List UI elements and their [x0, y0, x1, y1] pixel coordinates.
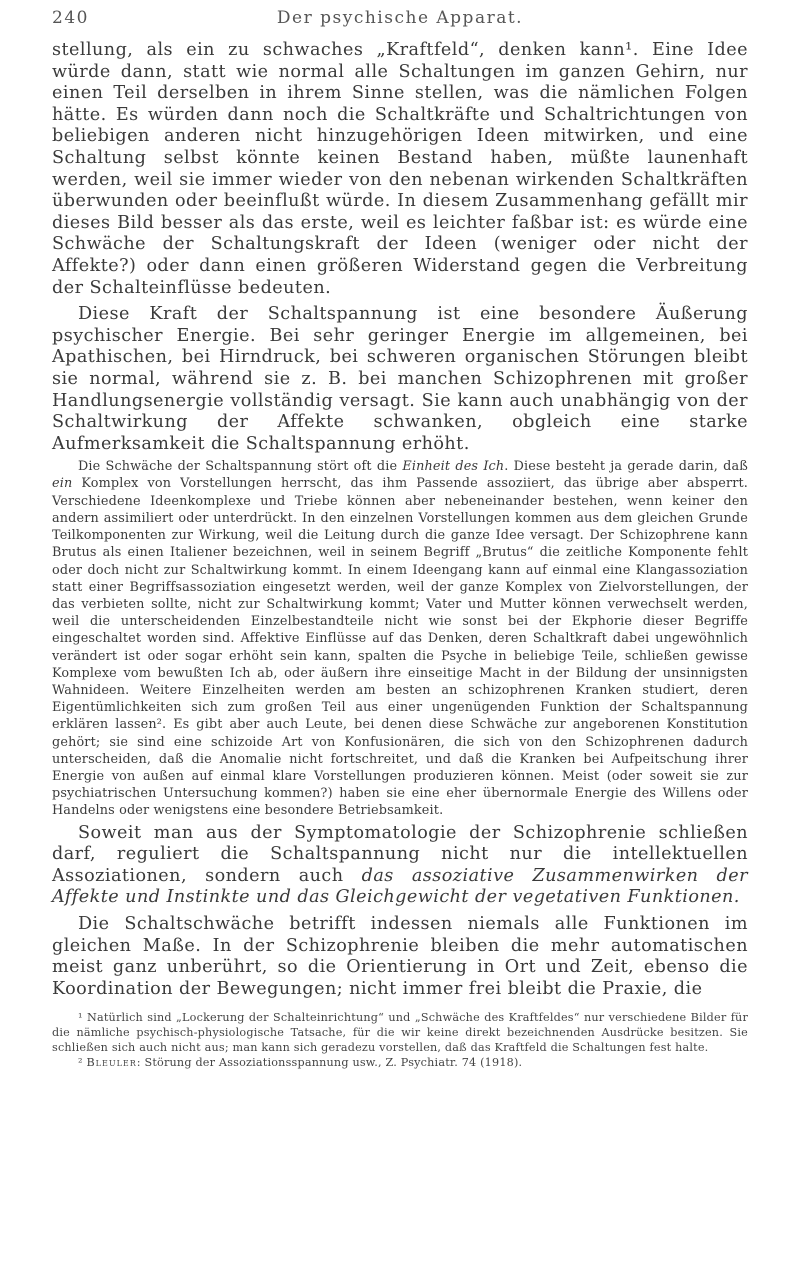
footnote-2: ² Bleuler: Störung der Assoziationsspannung usw., Z. Psychiatr. 74 (1918). [78, 1056, 523, 1070]
footnote-author: Bleuler [86, 1056, 137, 1070]
page-number: 240 [52, 8, 89, 28]
paragraph-1: stellung, als ein zu schwaches „Kraftfeld“, denken kann¹. Eine Idee würde dann, statt wie normal alle Schaltungen im ganzen Gehirn, nur einen Teil derselben in ihrem Sinne stellen, was die nämlichen Folgen hätte. Es würden dann noch die Schaltkräfte und Schaltrichtungen von beliebigen anderen nicht hinzugehörigen Ideen mitwirken, und eine Schaltung selbst könnte keinen Bestand haben, müßte launenhaft werden, weil sie immer wieder von den nebenan wirkenden Schaltkräften überwunden oder beeinflußt würde. In diesem Zusammenhang gefällt mir dieses Bild besser als das erste, weil es leichter faßbar ist: es würde eine Schwäche der Schaltungskraft der Ideen (weniger oder nicht der Affekte?) oder dann einen größeren Widerstand gegen die Verbreitung der Schalteinflüsse bedeuten. [52, 40, 748, 298]
emphasis-einheit-des-ich: Einheit des Ich [402, 459, 505, 475]
paragraph-3-smallprint: Die Schwäche der Schaltspannung stört oft die Einheit des Ich. Diese besteht ja gerade darin, daß ein Komplex von Vorstellungen herrscht, das ihm Passende assoziiert, das übrige aber absperrt. Verschiedene Ideenkomplexe und Triebe können aber nebeneinander bestehen, wenn keiner den andern assimiliert oder unterdrückt. In den einzelnen Vorstellungen kommen aus dem gleichen Grunde Teilkomponenten zur Wirkung, weil die Leitung durch die ganze Idee versagt. Der Schizophrene kann Brutus als einen Italiener bezeichnen, weil in seinem Begriff „Brutus“ die zeitliche Komponente fehlt oder doch nicht zur Schaltwirkung kommt. In einem Ideengang kann auf einmal eine Klangassoziation statt einer Begriffsassoziation eingesetzt werden, weil der ganze Komplex von Zielvorstellungen, der das verbieten sollte, nicht zur Schaltwirkung kommt; Vater und Mutter können verwechselt werden, weil die unterscheidenden Einzelbestandteile nicht wie sonst bei der Ekphorie dieser Begriffe eingeschaltet worden sind. Affektive Einflüsse auf das Denken, deren Schaltkraft dabei ungewöhnlich verändert ist oder sogar erhöht sein kann, spalten die Psyche in beliebige Teile, schließen gewisse Komplexe vom bewußten Ich ab, oder äußern ihre einseitige Macht in der Bildung der unsinnigsten Wahnideen. Weitere Einzelheiten werden am besten an schizophrenen Kranken studiert, deren Eigentümlichkeiten sich zum großen Teil aus einer ungenügenden Funktion der Schaltspannung erklären lassen². Es gibt aber auch Leute, bei denen diese Schwäche zur angeborenen Konstitution gehört; sie sind eine schizoide Art von Konfusionären, die sich von den Schizophrenen dadurch unterscheiden, daß die Anomalie nicht fortschreitet, und daß die Kranken bei Aufpeitschung ihrer Energie von außen auf einmal klare Vorstellungen produzieren können. Meist (oder soweit sie zur psychiatrischen Untersuchung kommen?) haben sie eine eher übernormale Energie des Willens oder Handelns oder wenigstens eine besondere Betriebsamkeit. [52, 459, 748, 819]
paragraph-4: Soweit man aus der Symptomatologie der Schizophrenie schließen darf, reguliert die Schaltspannung nicht nur die intellektuellen Assoziationen, sondern auch das assoziative Zusammenwirken der Affekte und Instinkte und das Gleichgewicht der vegetativen Funktionen. [52, 822, 748, 908]
paragraph-5: Die Schaltschwäche betrifft indessen niemals alle Funktionen im gleichen Maße. In der Schizophrenie bleiben die mehr automatischen meist ganz unberührt, so die Orientierung in Ort und Zeit, ebenso die Koordination der Bewegungen; nicht immer frei bleibt die Praxie, die [52, 913, 748, 999]
page-body [52, 40, 748, 1070]
footnote-marker: ² [78, 1056, 83, 1070]
running-title: Der psychische Apparat. [276, 8, 524, 28]
paragraph-2: Diese Kraft der Schaltspannung ist eine besondere Äußerung psychischer Energie. Bei sehr geringer Energie im allgemeinen, bei Apathischen, bei Hirndruck, bei schweren organischen Störungen bleibt sie normal, während sie z. B. bei manchen Schizophrenen mit großer Handlungsenergie vollständig versagt. Sie kann auch unabhängig von der Schaltwirkung der Affekte schwanken, obgleich eine starke Aufmerksamkeit die Schaltspannung erhöht. [52, 304, 748, 454]
footnotes [52, 1010, 748, 1070]
footnote-marker: ¹ [78, 1011, 83, 1025]
footnote-1: ¹ Natürlich sind „Lockerung der Schalteinrichtung“ und „Schwäche des Kraftfeldes“ nur verschiedene Bilder für die nämliche psychisch-physiologische Tatsache, für die wir keine direkt bezeichnenden Ausdrücke besitzen. Sie schließen sich auch nicht aus; man kann sich geradezu vorstellen, daß das Kraftfeld die Schaltungen fest halte. [52, 1011, 748, 1055]
page-header [52, 8, 748, 30]
emphasis-affekte-instinkte: das assoziative Zusammenwirken der Affekte und Instinkte und das Gleichgewicht der vegetativen Funktionen. [52, 865, 748, 908]
emphasis-ein: ein [52, 476, 73, 492]
